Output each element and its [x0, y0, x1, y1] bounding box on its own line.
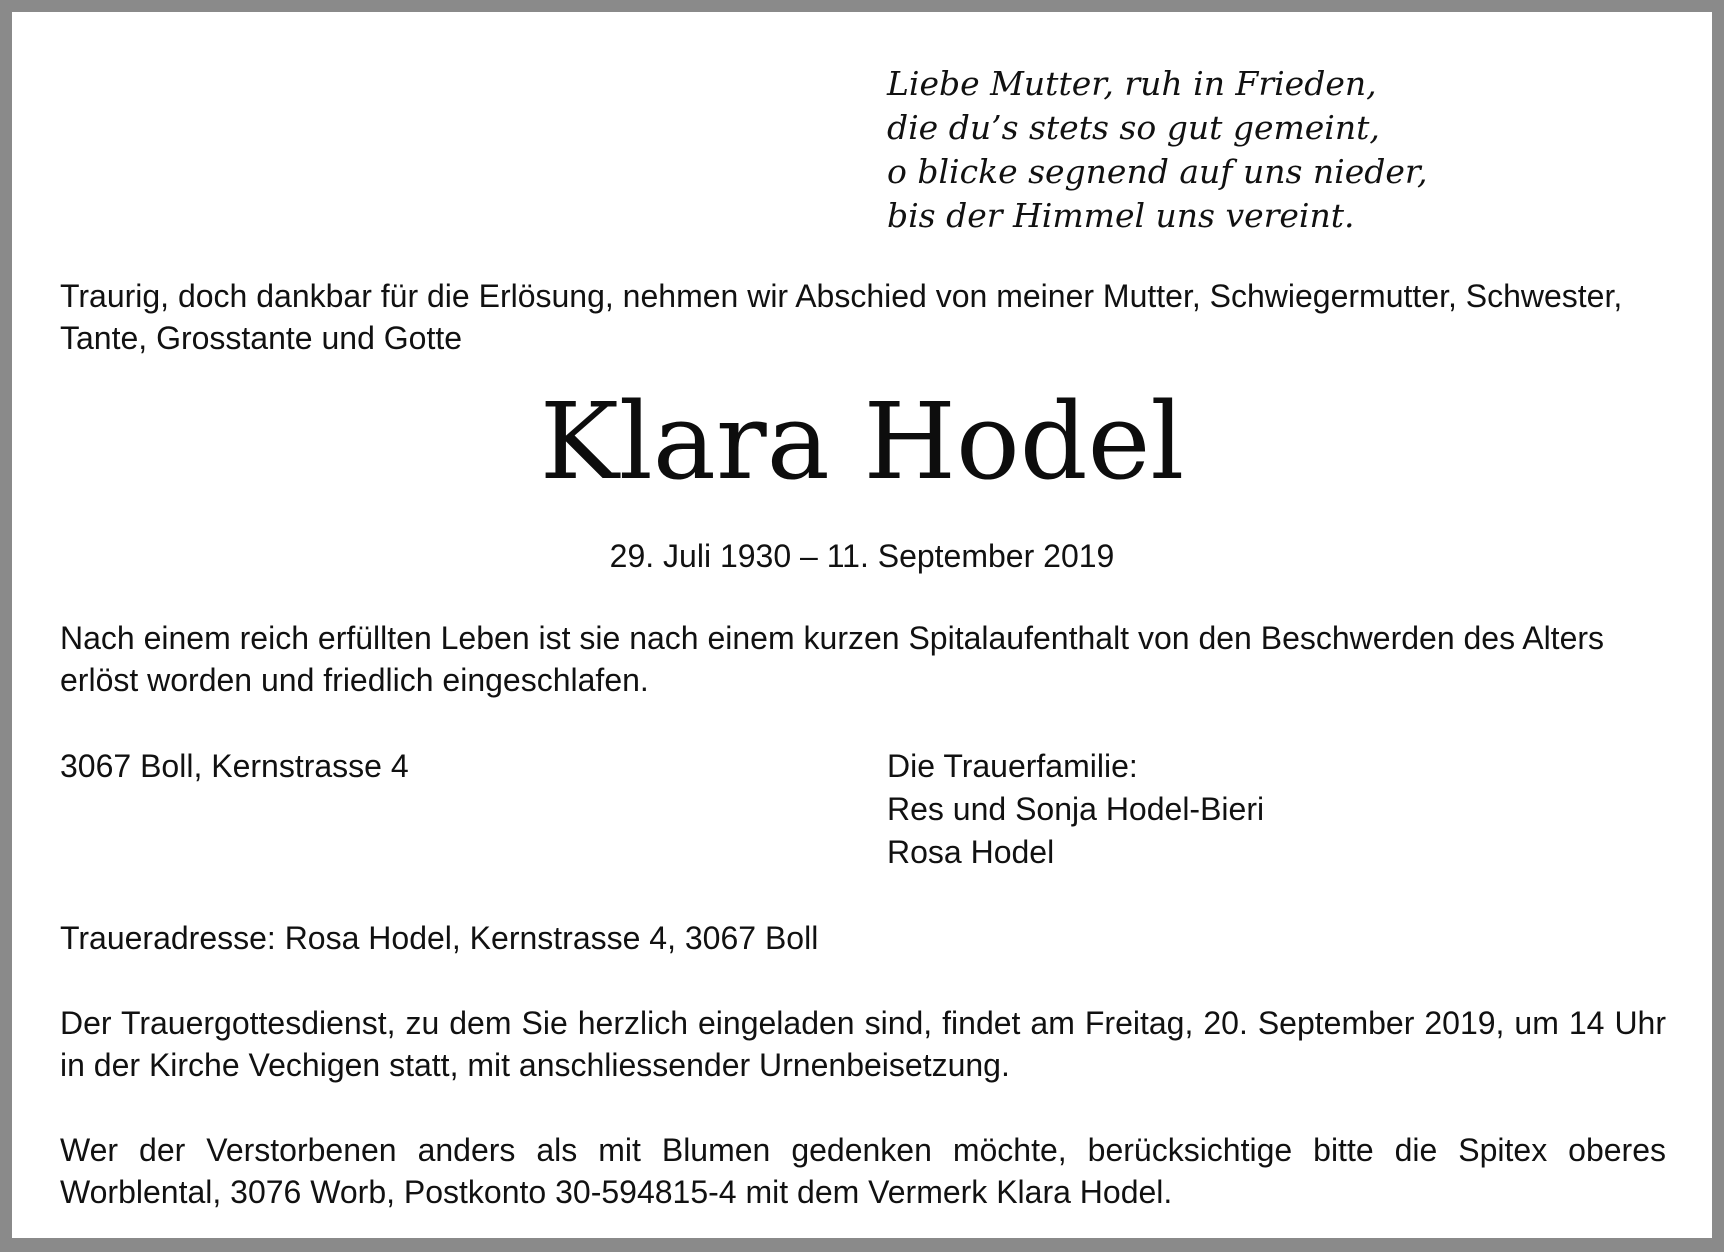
intro-text: Traurig, doch dankbar für die Erlösung, nehmen wir Abschied von meiner Mutter, Schwiegermutter, Schwester, Tante, Grosstante und Gotte [60, 278, 1623, 356]
donation-text: Wer der Verstorbenen anders als mit Blumen gedenken möchte, berücksichtige bitte die Spitex oberes Worblental, 3076 Worb, Postkonto 30-594815-4 mit dem Vermerk Klara Hodel. [60, 1132, 1666, 1210]
life-text: Nach einem reich erfüllten Leben ist sie nach einem kurzen Spitalaufenthalt von den Beschwerden des Alters erlöst worden und friedlich eingeschlafen. [60, 620, 1605, 698]
service-text: Der Trauergottesdienst, zu dem Sie herzlich eingeladen sind, findet am Freitag, 20. September 2019, um 14 Uhr in der Kirche Vechigen statt, mit anschliessender Urnenbeisetzung. [60, 1005, 1666, 1083]
mourning-family [887, 745, 1264, 874]
obituary-notice [12, 12, 1712, 1238]
poem-line: bis der Himmel uns vereint. [887, 196, 1355, 235]
memorial-poem [887, 62, 1428, 238]
life-dates: 29. Juli 1930 – 11. September 2019 [609, 538, 1115, 574]
family-heading: Die Trauerfamilie: [887, 748, 1138, 784]
deceased-name: Klara Hodel [539, 380, 1185, 503]
poem-line: o blicke segnend auf uns nieder, [887, 152, 1428, 191]
family-member: Res und Sonja Hodel-Bieri [887, 791, 1265, 827]
home-address: 3067 Boll, Kernstrasse 4 [60, 748, 409, 784]
poem-line: die du’s stets so gut gemeint, [887, 108, 1380, 147]
mourning-address: Traueradresse: Rosa Hodel, Kernstrasse 4, 3067 Boll [60, 920, 819, 956]
family-member: Rosa Hodel [887, 834, 1055, 870]
poem-line: Liebe Mutter, ruh in Frieden, [887, 64, 1377, 103]
